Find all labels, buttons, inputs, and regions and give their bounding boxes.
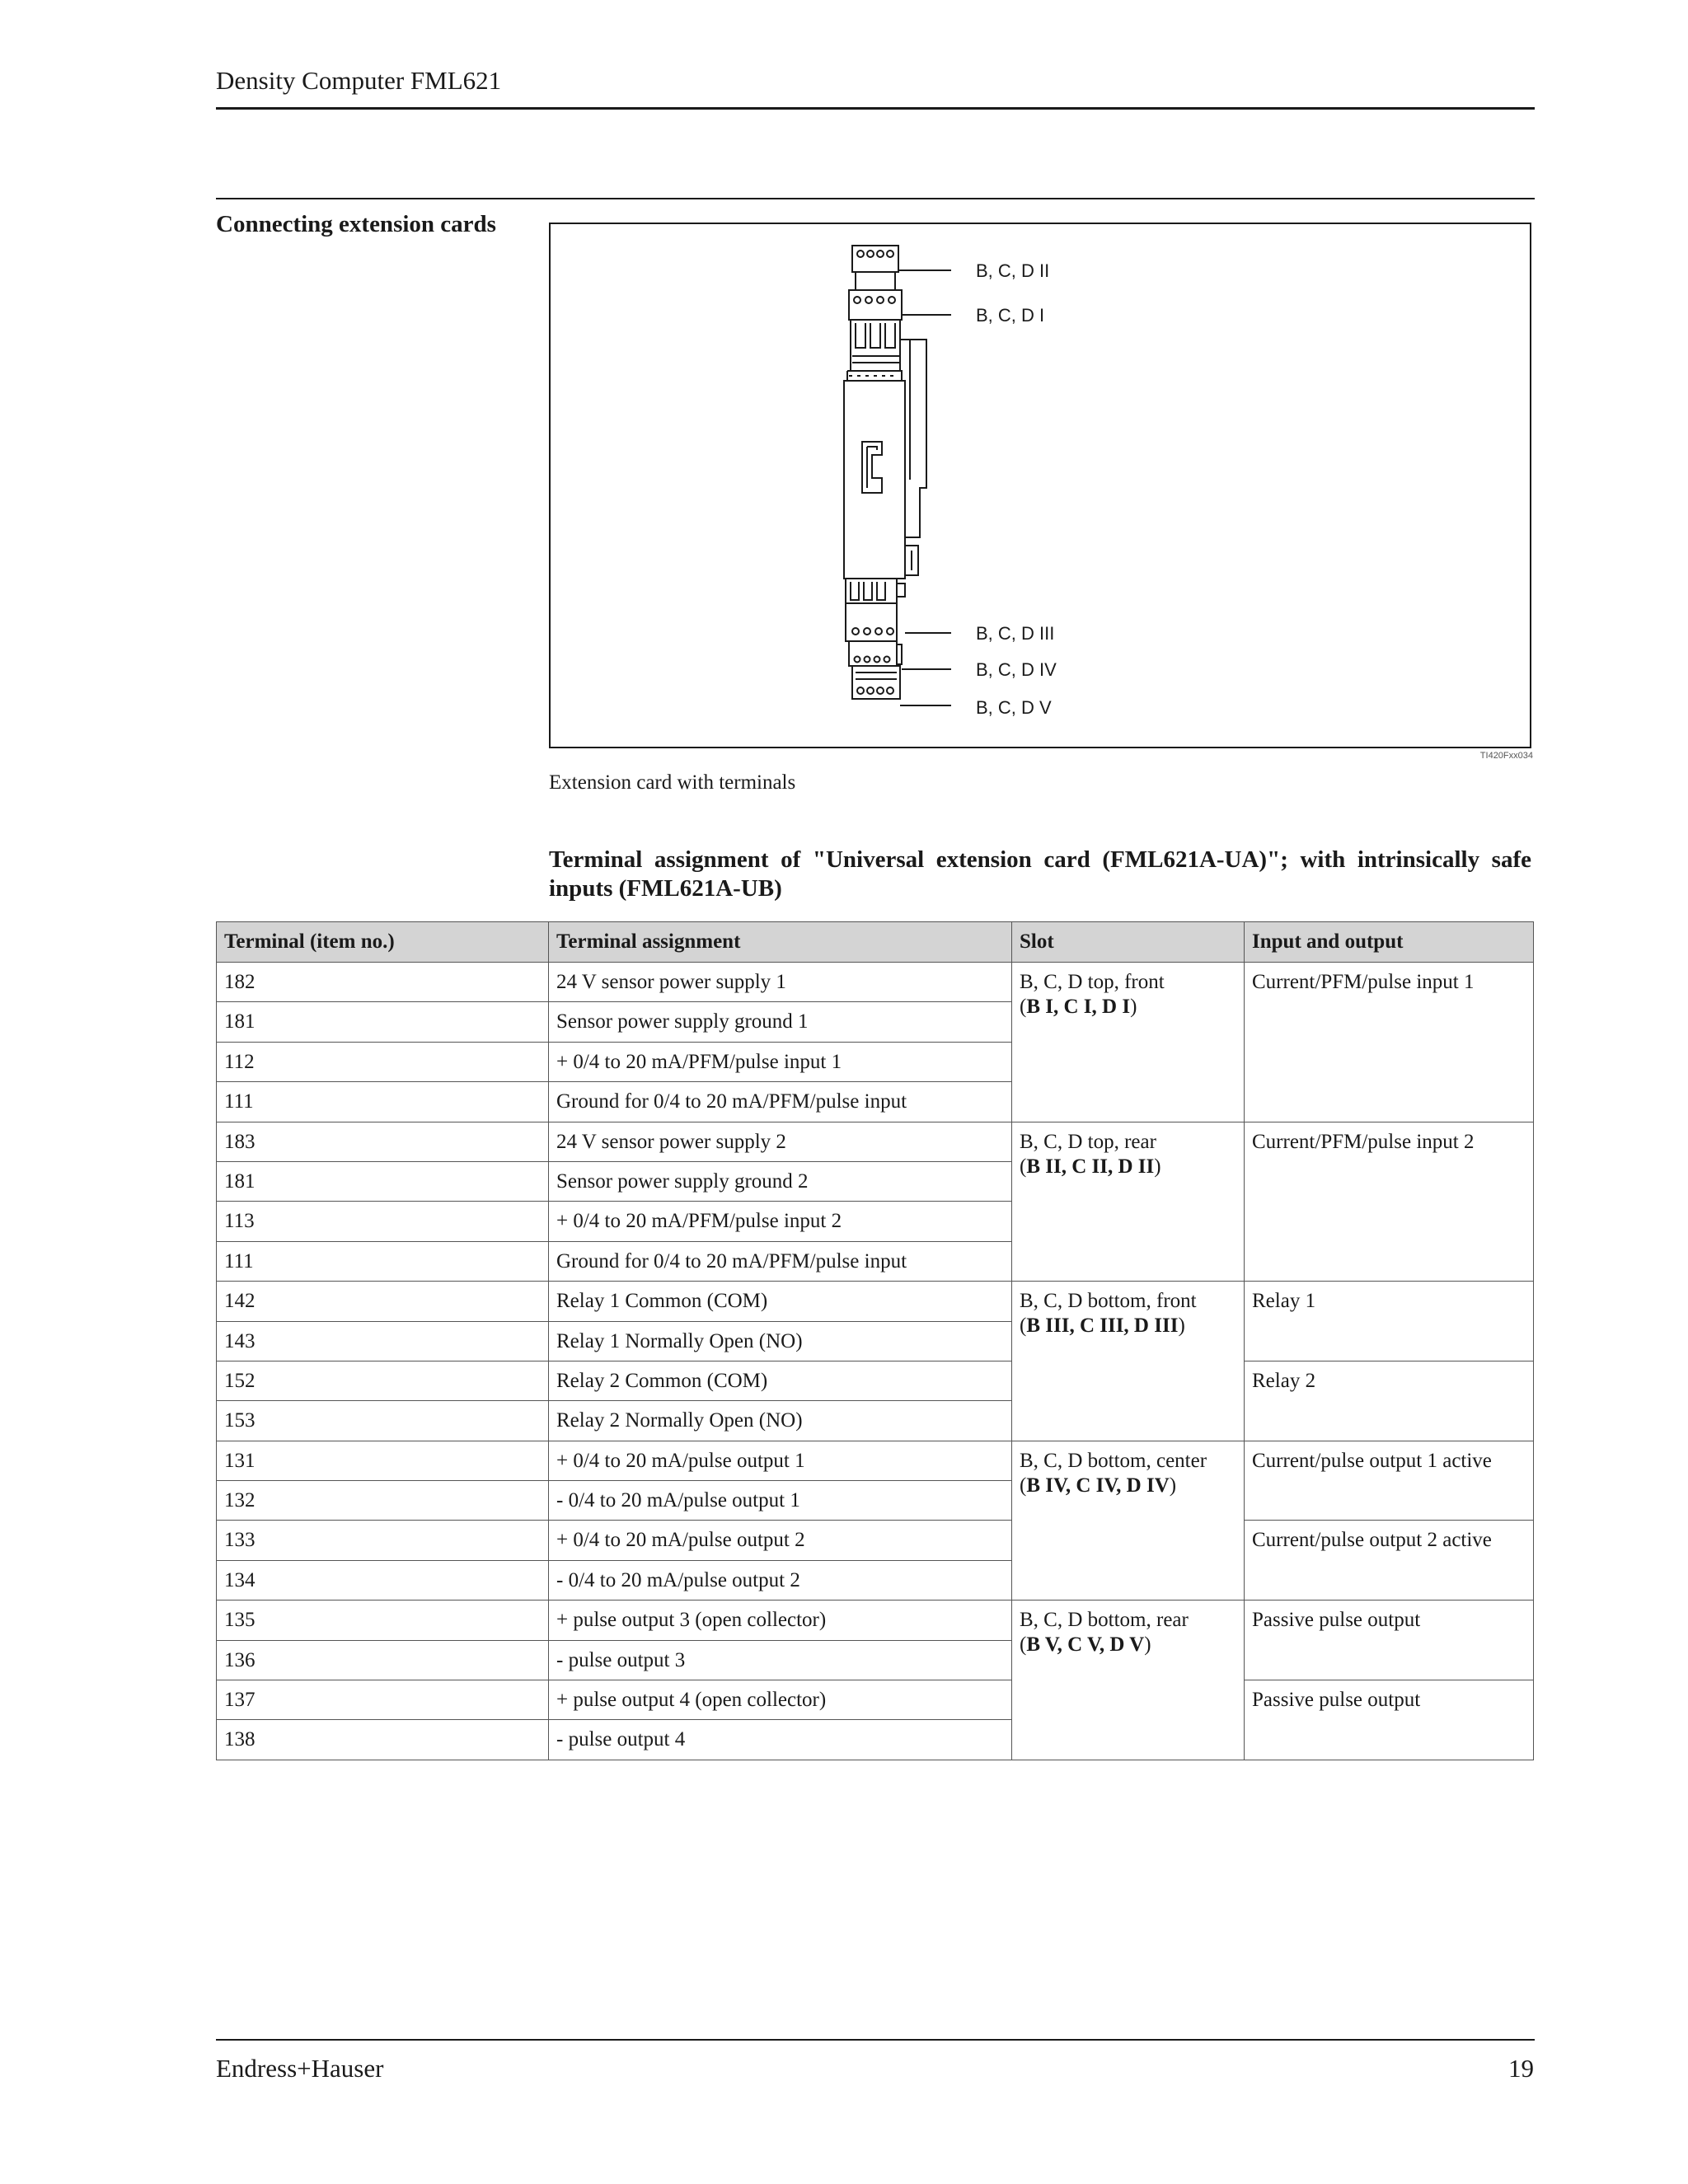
- section-rule: [216, 198, 1535, 199]
- slot-text: B, C, D bottom, front: [1020, 1290, 1197, 1313]
- assignment-cell: - 0/4 to 20 mA/pulse output 2: [549, 1560, 1012, 1600]
- assignment-cell: + 0/4 to 20 mA/PFM/pulse input 2: [549, 1202, 1012, 1241]
- terminal-cell: 136: [217, 1640, 549, 1680]
- assignment-cell: Relay 1 Common (COM): [549, 1282, 1012, 1321]
- terminal-cell: 133: [217, 1521, 549, 1560]
- terminal-cell: 138: [217, 1720, 549, 1760]
- terminal-cell: 113: [217, 1202, 549, 1241]
- callout-label-bcd-iv: B, C, D IV: [976, 659, 1057, 680]
- footer-rule: [216, 2039, 1535, 2041]
- table-row: [217, 1282, 1534, 1321]
- table-header-row: [217, 922, 1534, 963]
- slot-code: B V, C V, D V: [1026, 1633, 1145, 1657]
- assignment-cell: Relay 2 Normally Open (NO): [549, 1401, 1012, 1441]
- table-row: [217, 1361, 1534, 1400]
- assignment-cell: Relay 2 Common (COM): [549, 1361, 1012, 1400]
- io-cell: Current/PFM/pulse input 1: [1245, 963, 1534, 1122]
- header-rule: [216, 107, 1535, 110]
- terminal-cell: 137: [217, 1680, 549, 1720]
- slot-cell: B, C, D top, front (B I, C I, D I): [1012, 963, 1245, 1122]
- assignment-cell: Ground for 0/4 to 20 mA/PFM/pulse input: [549, 1082, 1012, 1122]
- io-cell: Relay 1: [1245, 1282, 1534, 1361]
- slot-cell: B, C, D bottom, front (B III, C III, D III): [1012, 1282, 1245, 1441]
- assignment-cell: - pulse output 4: [549, 1720, 1012, 1760]
- terminal-cell: 142: [217, 1282, 549, 1321]
- slot-cell: B, C, D bottom, center (B IV, C IV, D IV): [1012, 1441, 1245, 1601]
- page-header-title: Density Computer FML621: [216, 66, 502, 95]
- terminal-cell: 153: [217, 1401, 549, 1441]
- table-row: [217, 963, 1534, 1002]
- slot-text: B, C, D bottom, rear: [1020, 1609, 1189, 1632]
- terminal-cell: 135: [217, 1601, 549, 1640]
- slot-code: B IV, C IV, D IV: [1026, 1474, 1170, 1497]
- footer-brand: Endress+Hauser: [216, 2054, 384, 2083]
- assignment-cell: + pulse output 3 (open collector): [549, 1601, 1012, 1640]
- assignment-cell: + 0/4 to 20 mA/PFM/pulse input 1: [549, 1042, 1012, 1081]
- terminal-cell: 111: [217, 1241, 549, 1281]
- assignment-cell: + pulse output 4 (open collector): [549, 1680, 1012, 1720]
- terminal-assignment-table: [216, 921, 1534, 1760]
- terminal-cell: 181: [217, 1002, 549, 1042]
- terminal-cell: 134: [217, 1560, 549, 1600]
- slot-cell: B, C, D bottom, rear (B V, C V, D V): [1012, 1601, 1245, 1760]
- terminal-cell: 111: [217, 1082, 549, 1122]
- terminal-cell: 131: [217, 1441, 549, 1480]
- page-number: 19: [1508, 2054, 1534, 2083]
- callout-label-bcd-v: B, C, D V: [976, 697, 1052, 718]
- io-cell: Passive pulse output: [1245, 1601, 1534, 1680]
- assignment-cell: Ground for 0/4 to 20 mA/PFM/pulse input: [549, 1241, 1012, 1281]
- io-cell: Passive pulse output: [1245, 1680, 1534, 1760]
- io-cell: Current/PFM/pulse input 2: [1245, 1122, 1534, 1282]
- io-cell: Current/pulse output 1 active: [1245, 1441, 1534, 1521]
- slot-text: B, C, D top, rear: [1020, 1130, 1156, 1153]
- terminal-cell: 181: [217, 1161, 549, 1201]
- assignment-cell: 24 V sensor power supply 1: [549, 963, 1012, 1002]
- table-row: [217, 1680, 1534, 1720]
- assignment-cell: + 0/4 to 20 mA/pulse output 1: [549, 1441, 1012, 1480]
- io-cell: Current/pulse output 2 active: [1245, 1521, 1534, 1601]
- terminal-cell: 143: [217, 1321, 549, 1361]
- terminal-cell: 182: [217, 963, 549, 1002]
- slot-text: B, C, D bottom, center: [1020, 1449, 1207, 1472]
- slot-cell: B, C, D top, rear (B II, C II, D II): [1012, 1122, 1245, 1282]
- column-header-io: Input and output: [1245, 922, 1534, 963]
- column-header-assignment: Terminal assignment: [549, 922, 1012, 963]
- assignment-cell: + 0/4 to 20 mA/pulse output 2: [549, 1521, 1012, 1560]
- slot-code: B I, C I, D I: [1026, 996, 1131, 1018]
- table-heading: Terminal assignment of "Universal extension card (FML621A-UA)"; with intrinsically safe inputs (FML621A-UB): [549, 846, 1531, 902]
- figure-code: TI420Fxx034: [1479, 751, 1533, 761]
- assignment-cell: Sensor power supply ground 1: [549, 1002, 1012, 1042]
- column-header-slot: Slot: [1012, 922, 1245, 963]
- callout-label-bcd-iii: B, C, D III: [976, 623, 1055, 644]
- io-cell: Relay 2: [1245, 1361, 1534, 1441]
- assignment-cell: 24 V sensor power supply 2: [549, 1122, 1012, 1161]
- slot-text: B, C, D top, front: [1020, 971, 1165, 993]
- assignment-cell: - pulse output 3: [549, 1640, 1012, 1680]
- table-row: [217, 1441, 1534, 1480]
- callout-label-bcd-ii: B, C, D II: [976, 260, 1050, 281]
- column-header-terminal: Terminal (item no.): [217, 922, 549, 963]
- terminal-cell: 183: [217, 1122, 549, 1161]
- figure-frame: [549, 223, 1531, 748]
- terminal-cell: 132: [217, 1481, 549, 1521]
- terminal-cell: 152: [217, 1361, 549, 1400]
- assignment-cell: Sensor power supply ground 2: [549, 1161, 1012, 1201]
- assignment-cell: - 0/4 to 20 mA/pulse output 1: [549, 1481, 1012, 1521]
- terminal-cell: 112: [217, 1042, 549, 1081]
- callout-label-bcd-i: B, C, D I: [976, 305, 1045, 326]
- slot-code: B II, C II, D II: [1026, 1155, 1155, 1178]
- figure-caption: Extension card with terminals: [549, 771, 796, 794]
- slot-code: B III, C III, D III: [1026, 1315, 1179, 1338]
- table-row: [217, 1521, 1534, 1560]
- assignment-cell: Relay 1 Normally Open (NO): [549, 1321, 1012, 1361]
- table-row: [217, 1601, 1534, 1640]
- table-row: [217, 1122, 1534, 1161]
- section-heading: Connecting extension cards: [216, 211, 496, 237]
